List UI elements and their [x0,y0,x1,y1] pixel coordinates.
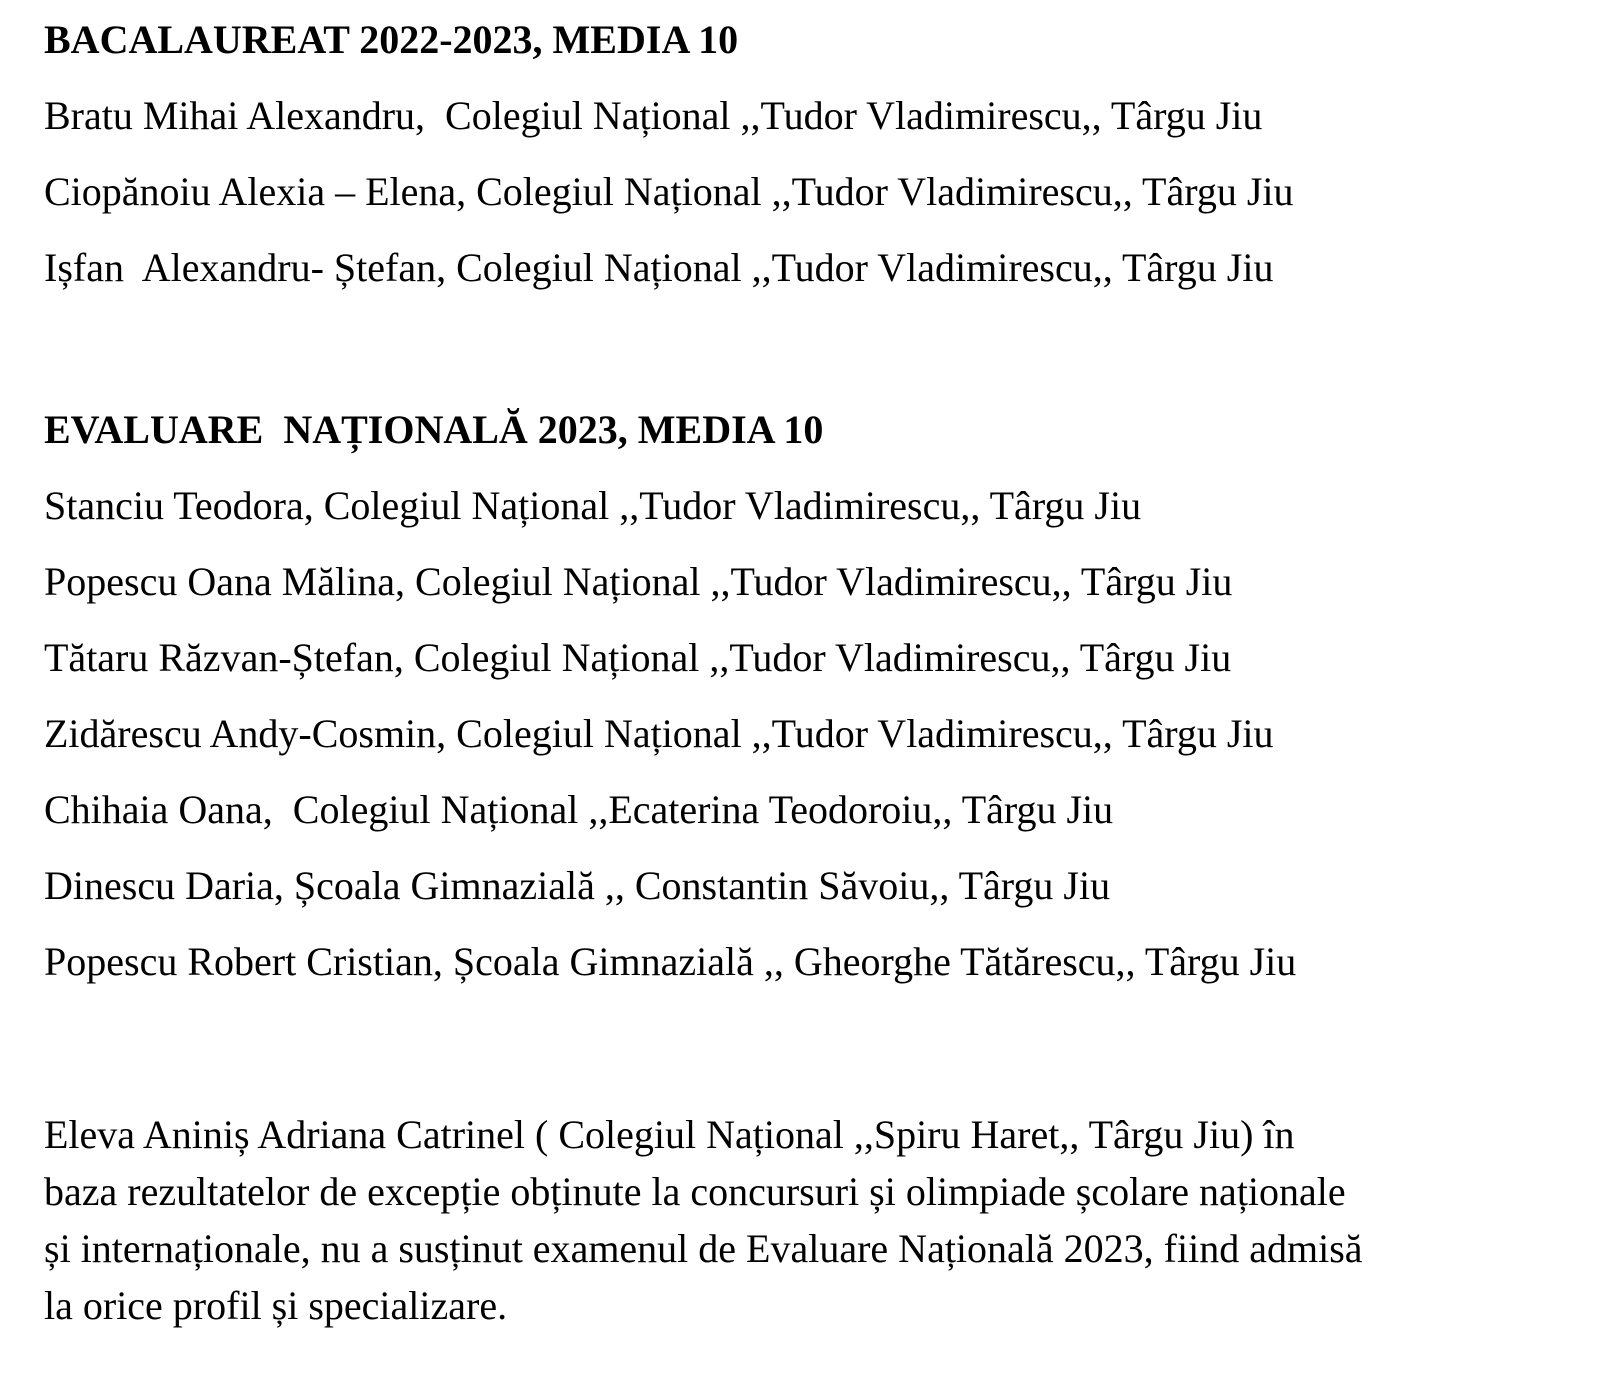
section-heading-evaluare-nationala: EVALUARE NAȚIONALĂ 2023, MEDIA 10 [44,407,824,452]
student-line: Ișfan Alexandru- Ștefan, Colegiul Național ,,Tudor Vladimirescu,, Târgu Jiu [44,245,1274,290]
note-line: și internaționale, nu a susținut examenul de Evaluare Națională 2023, fiind admisă [44,1226,1363,1271]
special-admission-note [44,1106,1560,1334]
student-line: Chihaia Oana, Colegiul Național ,,Ecaterina Teodoroiu,, Târgu Jiu [44,787,1114,832]
student-line: Tătaru Răzvan-Ștefan, Colegiul Național ,,Tudor Vladimirescu,, Târgu Jiu [44,635,1232,680]
section-heading-bacalaureat: BACALAUREAT 2022-2023, MEDIA 10 [44,17,739,62]
section-bacalaureat [44,2,1560,306]
student-line: Ciopănoiu Alexia – Elena, Colegiul Național ,,Tudor Vladimirescu,, Târgu Jiu [44,169,1294,214]
section-evaluare-nationala [44,392,1560,1000]
student-line: Dinescu Daria, Școala Gimnazială ,, Constantin Săvoiu,, Târgu Jiu [44,863,1111,908]
note-line: la orice profil și specializare. [44,1283,508,1328]
note-line: baza rezultatelor de excepție obținute la concursuri și olimpiade școlare naționale [44,1169,1346,1214]
student-line: Popescu Robert Cristian, Școala Gimnazială ,, Gheorghe Tătărescu,, Târgu Jiu [44,939,1297,984]
student-line: Popescu Oana Mălina, Colegiul Național ,,Tudor Vladimirescu,, Târgu Jiu [44,559,1233,604]
student-line: Bratu Mihai Alexandru, Colegiul Național ,,Tudor Vladimirescu,, Târgu Jiu [44,93,1263,138]
student-line: Zidărescu Andy-Cosmin, Colegiul Național ,,Tudor Vladimirescu,, Târgu Jiu [44,711,1274,756]
student-line: Stanciu Teodora, Colegiul Național ,,Tudor Vladimirescu,, Târgu Jiu [44,483,1142,528]
note-line: Eleva Aniniș Adriana Catrinel ( Colegiul Național ,,Spiru Haret,, Târgu Jiu) în [44,1112,1295,1157]
